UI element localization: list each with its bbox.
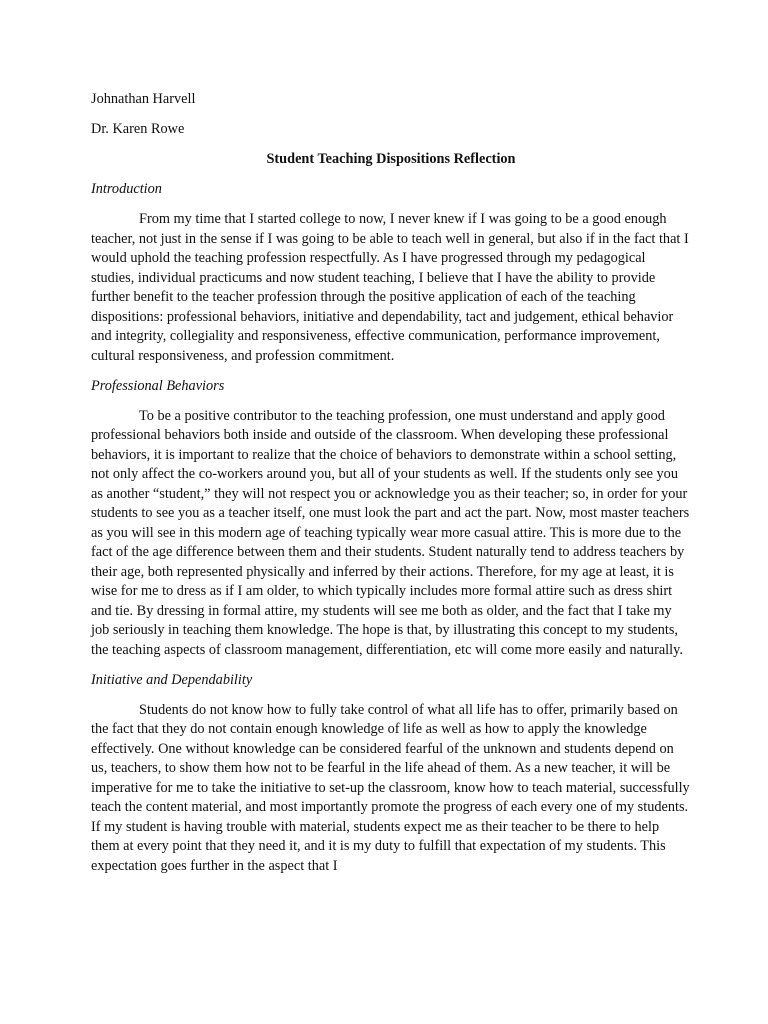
section-heading-professional-behaviors: Professional Behaviors (91, 377, 225, 394)
document-body (91, 90, 691, 887)
section-heading-introduction: Introduction (91, 181, 162, 197)
section-body-professional-behaviors: To be a positive contributor to the teaching profession, one must understand and apply good professional behaviors both inside and outside of the classroom. When developing these professional behaviors, it is important to realize that the choice of behaviors to demonstrate within a school setting, not only affect the co-workers around you, but all of your students as well. If the students only see you as another “student,” they will not respect you or acknowledge you as their teacher; so, in order for your students to see you as a teacher itself, one must look the part and act the part. Now, most master teachers as you will see in this modern age of teaching typically wear more casual attire. This is more due to the fact of the age difference between them and their students. Student naturally tend to address teachers by their age, both represented physically and inferred by their actions. Therefore, for my age at least, it is wise for me to dress as if I am older, to which typically includes more formal attire such as dress shirt and tie. By dressing in formal attire, my students will see me both as older, and the fact that I take my job seriously in teaching them knowledge. The hope is that, by illustrating this concept to my students, the teaching aspects of classroom management, differentiation, etc will come more easily and naturally. (91, 407, 690, 658)
section-body-introduction: From my time that I started college to now, I never knew if I was going to be a good enough teacher, not just in the sense if I was going to be able to teach well in general, but also if in the fact that I would uphold the teaching profession respectfully. As I have progressed through my pedagogical studies, individual practicums and now student teaching, I believe that I have the ability to provide further benefit to the teacher profession through the positive application of each of the teaching dispositions: professional behaviors, initiative and dependability, tact and judgement, ethical behavior and integrity, collegiality and responsiveness, effective communication, performance improvement, cultural responsiveness, and profession commitment. (91, 211, 689, 364)
student-name: Johnathan Harvell (91, 91, 196, 107)
instructor-name: Dr. Karen Rowe (91, 121, 185, 137)
section-heading-initiative-dependability: Initiative and Dependability (91, 671, 253, 688)
section-body-initiative-dependability: Students do not know how to fully take control of what all life has to offer, primarily based on the fact that they do not contain enough knowledge of life as well as how to apply the knowledge effectively. One without knowledge can be considered fearful of the unknown and students depend on us, teachers, to show them how not to be fearful in the life ahead of them. As a new teacher, it will be imperative for me to take the initiative to set-up the classroom, know how to teach material, successfully teach the content material, and most importantly promote the progress of each every one of my students. If my student is having trouble with material, students expect me as their teacher to be there to help them at every point that they need it, and it is my duty to fulfill that expectation of my students. This expectation goes further in the aspect that I (91, 701, 690, 874)
document-title: Student Teaching Dispositions Reflection (266, 151, 516, 167)
